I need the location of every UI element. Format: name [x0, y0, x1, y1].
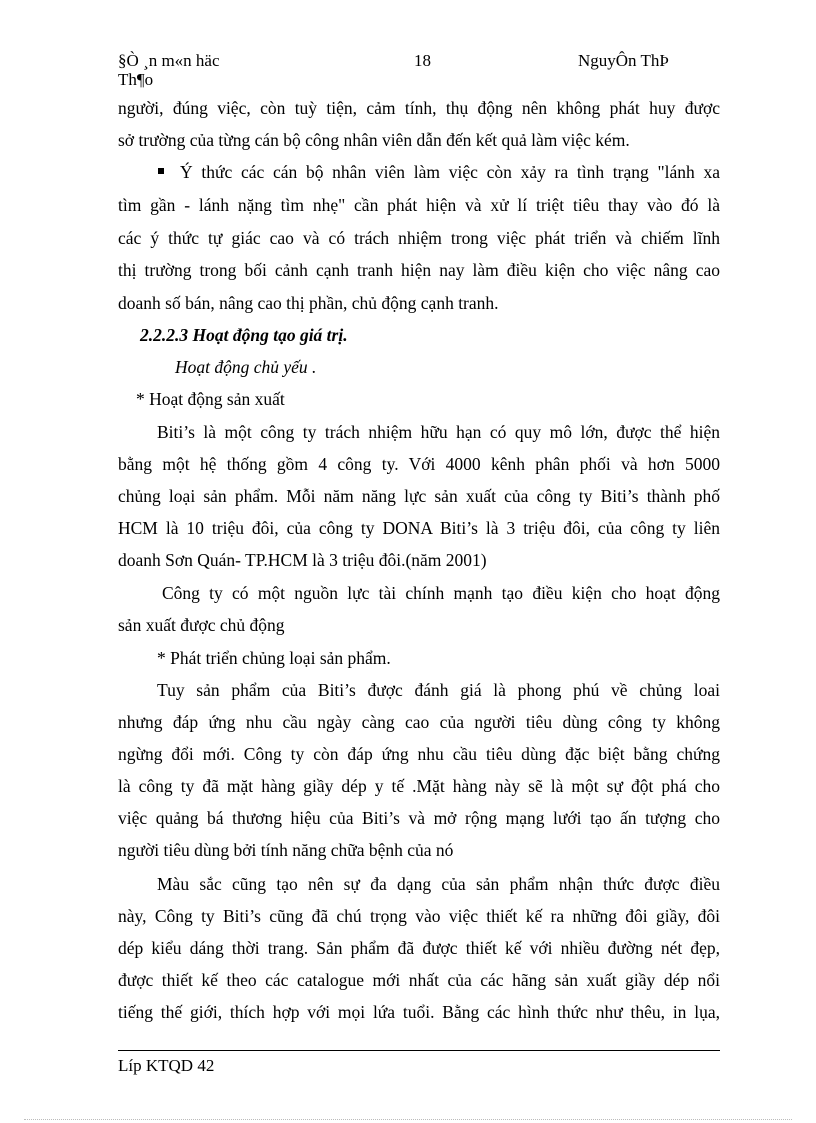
subsection-label: Hoạt động chủ yếu . — [175, 357, 317, 377]
text-line: người tiêu dùng bởi tính năng chữa bệnh của nó — [118, 840, 454, 860]
text-line: doanh Sơn Quán- TP.HCM là 3 triệu đôi.(năm 2001) — [118, 550, 487, 570]
text-line: việc quảng bá thương hiệu của Biti’s và mở rộng mạng lưới tạo ấn tượng cho — [118, 808, 720, 828]
text-line: Tuy sản phẩm của Biti’s được đánh giá là phong phú về chủng loai — [157, 680, 720, 700]
section-heading: 2.2.2.3 Hoạt động tạo giá trị. — [140, 325, 348, 345]
text-line: người, đúng việc, còn tuỳ tiện, cảm tính, thụ động nên không phát huy được — [118, 98, 720, 118]
text-line: Màu sắc cũng tạo nên sự đa dạng của sản phẩm nhận thức được điều — [157, 874, 720, 894]
text-line: các ý thức tự giác cao và có trách nhiệm trong việc phát triển và chiếm lĩnh — [118, 228, 720, 248]
list-item: * Phát triển chủng loại sản phẩm. — [157, 648, 391, 668]
footer-class-label: Líp KTQD 42 — [118, 1056, 215, 1075]
text-line: chủng loại sản phẩm. Mỗi năm năng lực sản xuất của công ty Biti’s thành phố — [118, 486, 720, 506]
text-line: doanh số bán, nâng cao thị phần, chủ động cạnh tranh. — [118, 293, 499, 313]
text-line: sở trường của từng cán bộ công nhân viên dẫn đến kết quả làm việc kém. — [118, 130, 630, 150]
header-right: NguyÔn ThÞ — [578, 51, 669, 70]
header-left: §Ò ¸n m«n häc — [118, 51, 220, 70]
page-bottom-edge — [24, 1119, 792, 1120]
text-line: này, Công ty Biti’s cũng đã chú trọng vào việc thiết kế ra những đôi giầy, đôi — [118, 906, 720, 926]
page-number: 18 — [414, 51, 431, 70]
text-line: được thiết kế theo các catalogue mới nhất của các hãng sản xuất giầy dép nổi — [118, 970, 720, 990]
text-line: dép kiểu dáng thời trang. Sản phẩm đã được thiết kế với nhiều đường nét đẹp, — [118, 938, 720, 958]
text-line: Công ty có một nguồn lực tài chính mạnh tạo điều kiện cho hoạt động — [162, 583, 720, 603]
text-line: bằng một hệ thống gồm 4 công ty. Với 4000 kênh phân phối và hơn 5000 — [118, 454, 720, 474]
header-wrap: Th¶o — [118, 70, 154, 89]
text-line: tìm gần - lánh nặng tìm nhẹ" cần phát hiện và xử lí triệt tiêu thay vào đó là — [118, 195, 720, 215]
text-line: sản xuất được chủ động — [118, 615, 285, 635]
text-line: thị trường trong bối cảnh cạnh tranh hiện nay làm điều kiện cho việc nâng cao — [118, 260, 720, 280]
text-line: là công ty đã mặt hàng giầy dép y tế .Mặt hàng này sẽ là một sự đột phá cho — [118, 776, 720, 796]
list-item: * Hoạt động sản xuất — [136, 389, 285, 409]
text-line: Biti’s là một công ty trách nhiệm hữu hạn có quy mô lớn, được thể hiện — [157, 422, 720, 442]
text-line: Ý thức các cán bộ nhân viên làm việc còn xảy ra tình trạng "lánh xa — [180, 162, 720, 182]
square-bullet-icon — [158, 168, 164, 174]
text-line: ngừng đổi mới. Công ty còn đáp ứng nhu cầu tiêu dùng đặc biệt bằng chứng — [118, 744, 720, 764]
text-line: nhưng đáp ứng nhu cầu ngày càng cao của người tiêu dùng công ty không — [118, 712, 720, 732]
footer-divider — [118, 1050, 720, 1051]
text-line: HCM là 10 triệu đôi, của công ty DONA Biti’s là 3 triệu đôi, của công ty liên — [118, 518, 720, 538]
text-line: tiếng thế giới, thích hợp với mọi lứa tuổi. Bằng các hình thức như thêu, in lụa, — [118, 1002, 720, 1022]
